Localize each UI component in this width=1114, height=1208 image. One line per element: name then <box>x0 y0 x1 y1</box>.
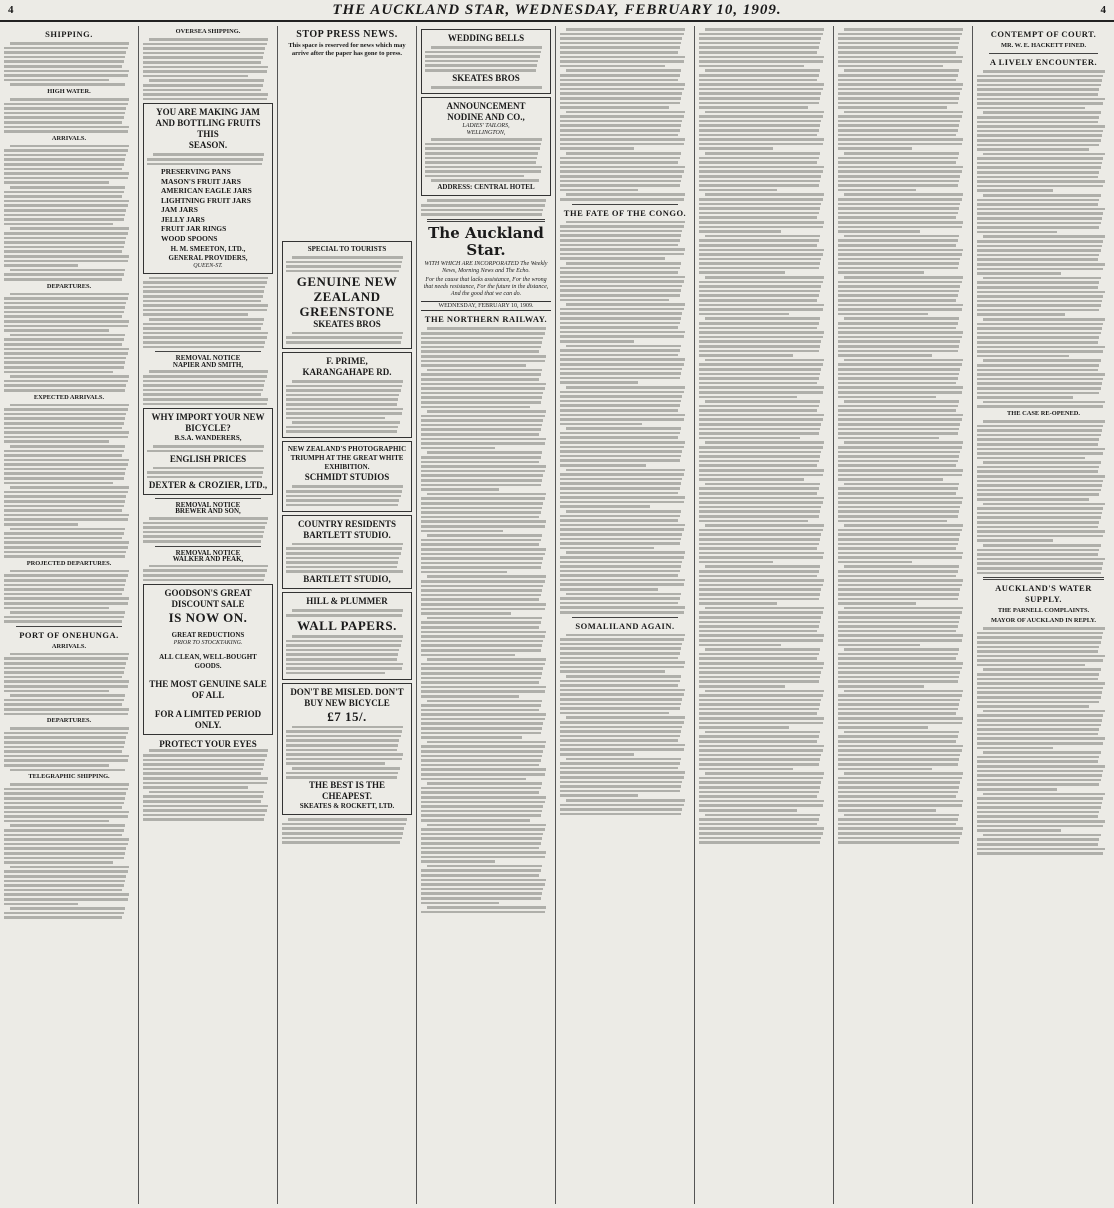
column-court <box>973 26 1114 1204</box>
section-heading-shipping: SHIPPING. <box>45 29 93 39</box>
illegible-text-block <box>286 332 408 344</box>
illegible-text-block <box>286 485 408 506</box>
column-editorial <box>417 26 556 1204</box>
ad-wedding: WEDDING BELLS SKEATES BROS <box>421 29 551 94</box>
column-news-3 <box>834 26 973 1204</box>
illegible-text-block <box>977 70 1110 408</box>
ad-bartlett: COUNTRY RESIDENTS BARTLETT STUDIO. BARTLETT STUDIO, <box>282 515 412 590</box>
column-news-2 <box>695 26 834 1204</box>
page-number-right: 4 <box>1100 4 1106 16</box>
illegible-text-block <box>425 86 547 89</box>
ad-bicycle-skeates: DON'T BE MISLED. DON'T BUY NEW BICYCLE £7 15/. THE BEST IS THE CHEAPEST. SKEATES & ROCKETT, LTD. <box>282 683 412 816</box>
illegible-text-block <box>4 783 134 919</box>
subheadline-mayor: MAYOR OF AUCKLAND IN REPLY. <box>990 617 1097 625</box>
illegible-text-block <box>838 28 968 844</box>
ad-prime: F. PRIME, KARANGAHAPE RD. <box>282 352 412 439</box>
ad-goodson: GOODSON'S GREAT DISCOUNT SALE IS NOW ON. GREAT REDUCTIONS PRIOR TO STOCKTAKING. ALL CLEAN, WELL-BOUGHT GOODS. THE MOST GENUINE SALE OF ALL FOR A LIMITED PERIOD ONLY. <box>143 584 273 735</box>
illegible-text-block <box>286 543 408 573</box>
illegible-text-block <box>699 28 829 844</box>
subheading-arrivals: ARRIVALS. <box>51 134 87 142</box>
masthead-title: THE AUCKLAND STAR, WEDNESDAY, FEBRUARY 10, 1909. <box>332 1 782 18</box>
masthead <box>0 0 1114 22</box>
illegible-text-block <box>4 145 134 281</box>
column-shipping <box>0 26 139 1204</box>
illegible-text-block <box>560 634 690 816</box>
list-item: PRESERVING PANS <box>161 167 231 177</box>
headline-northern-railway: THE NORTHERN RAILWAY. <box>424 314 548 325</box>
list-item: AMERICAN EAGLE JARS <box>161 186 252 196</box>
ad-protect-eyes: PROTECT YOUR EYES <box>159 738 257 749</box>
illegible-text-block <box>143 38 273 100</box>
paper-subtitle: WITH WHICH ARE INCORPORATED The Weekly News, Morning News and The Echo. <box>424 260 548 274</box>
paper-motto: For the cause that lacks assistance, For the wrong that needs resistance, For the future in the distance, And the good that we can do. <box>423 276 549 297</box>
ad-nodine: ANNOUNCEMENT NODINE AND CO., LADIES' TAILORS, WELLINGTON, ADDRESS: CENTRAL HOTEL <box>421 97 551 197</box>
illegible-text-block <box>425 46 547 72</box>
ad-bicycle: WHY IMPORT YOUR NEW BICYCLE? B.S.A. WANDERERS, ENGLISH PRICES DEXTER & CROZIER, LTD., <box>143 408 273 495</box>
headline-somaliland: SOMALILAND AGAIN. <box>575 620 675 631</box>
list-item: MASON'S FRUIT JARS <box>161 176 241 186</box>
removal-notice-3: REMOVAL NOTICE <box>175 548 241 557</box>
illegible-text-block <box>560 221 690 614</box>
subheading-oversea: OVERSEA SHIPPING. <box>175 28 241 35</box>
illegible-text-block <box>286 609 408 616</box>
removal-notice-1: REMOVAL NOTICE <box>175 354 241 363</box>
list-item: LIGHTNING FRUIT JARS <box>161 195 251 205</box>
illegible-text-block <box>421 327 551 913</box>
illegible-text-block <box>4 727 134 771</box>
ad-hill-plummer: HILL & PLUMMER WALL PAPERS. <box>282 592 412 679</box>
headline-lively: A LIVELY ENCOUNTER. <box>989 57 1098 67</box>
illegible-text-block <box>286 380 408 433</box>
paper-title: The Auckland Star. <box>428 223 544 259</box>
column-advertisements-1: OVERSEA SHIPPING. YOU ARE MAKING JAM AND BOTTLING FRUITS THIS SEASON. PRESERVING PANS MASON'S FRUIT JARS AMERICAN EAGLE JARS LIGHTNING FRUIT JARS JAM JARS JELLY JARS FRUIT JAR RINGS WOOD SPOONS H. M. SMEETON, LTD., GENERAL PROVIDERS, QUEEN-ST. REMOVAL NOTICE NAPIER AND SMITH, WHY IMPORT YOUR NEW BICYCLE? B.S.A. WANDERERS, ENGLISH PRICES DEXTER & CROZIER, LTD., REMOVAL NOTICE BREWER AND SON, REMOVAL NOTICE WALKER AND PEAK, GOODSON'S GREAT DISCOUNT SALE IS NOW ON. GREAT REDUCTIONS PRIOR TO STOCKTAKING. ALL CLEAN, WELL-BOUGHT GOODS. THE MOST GENUINE SALE OF ALL FOR A LIMITED PERIOD ONLY. PROTECT YOUR EYES <box>139 26 278 1204</box>
illegible-text-block <box>147 467 269 479</box>
illegible-text-block <box>4 653 134 715</box>
illegible-text-block <box>143 370 273 405</box>
list-item: FRUIT JAR RINGS <box>161 224 227 234</box>
illegible-text-block <box>143 565 273 581</box>
illegible-text-block <box>143 517 273 543</box>
illegible-text-block <box>147 153 269 165</box>
ad-smeeton: YOU ARE MAKING JAM AND BOTTLING FRUITS THIS SEASON. PRESERVING PANS MASON'S FRUIT JARS AMERICAN EAGLE JARS LIGHTNING FRUIT JARS JAM JARS JELLY JARS FRUIT JAR RINGS WOOD SPOONS H. M. SMEETON, LTD., GENERAL PROVIDERS, QUEEN-ST. <box>143 103 273 273</box>
ad-schmidt: NEW ZEALAND'S PHOTOGRAPHIC TRIUMPH AT THE GREAT WHITE EXHIBITION. SCHMIDT STUDIOS <box>282 441 412 511</box>
subheading-high-water: HIGH WATER. <box>47 87 91 95</box>
subheading-projected: PROJECTED DEPARTURES. <box>26 559 112 567</box>
illegible-text-block <box>286 635 408 674</box>
column-news-1 <box>556 26 695 1204</box>
column-advertisements-2 <box>278 26 417 1204</box>
headline-contempt: CONTEMPT OF COURT. <box>990 29 1097 39</box>
subheadline-hackett: MR. W. E. HACKETT FINED. <box>1000 42 1087 49</box>
illegible-text-block <box>4 404 134 558</box>
subheading-expected: EXPECTED ARRIVALS. <box>33 393 105 401</box>
dateline: WEDNESDAY, FEBRUARY 10, 1909. <box>421 301 551 312</box>
illegible-text-block <box>143 749 273 821</box>
section-heading-onehunga: PORT OF ONEHUNGA. <box>19 629 119 640</box>
illegible-text-block <box>4 293 134 392</box>
stop-press-heading: STOP PRESS NEWS. <box>296 29 398 40</box>
illegible-text-block <box>421 199 551 215</box>
list-item: JELLY JARS <box>161 214 205 224</box>
illegible-text-block <box>4 570 134 623</box>
subheading-telegraphic: TELEGRAPHIC SHIPPING. <box>28 773 110 781</box>
list-item: JAM JARS <box>161 205 198 215</box>
list-item: WOOD SPOONS <box>161 233 218 243</box>
subheading-onehunga-departures: DEPARTURES. <box>46 717 92 725</box>
subheadline-parnell: THE PARNELL COMPLAINTS. <box>997 607 1090 615</box>
removal-notice-2: REMOVAL NOTICE <box>175 500 241 509</box>
illegible-text-block <box>4 42 134 86</box>
ad-smeeton-list <box>147 167 269 243</box>
illegible-text-block <box>143 277 273 349</box>
illegible-text-block <box>425 138 547 182</box>
illegible-text-block <box>977 420 1110 574</box>
illegible-text-block <box>147 445 269 452</box>
headline-congo: THE FATE OF THE CONGO. <box>563 207 687 218</box>
illegible-text-block <box>4 98 134 133</box>
ad-greenstone: SPECIAL TO TOURISTS GENUINE NEW ZEALAND GREENSTONE SKEATES BROS <box>282 241 412 349</box>
subheading-onehunga-arrivals: ARRIVALS. <box>51 642 87 650</box>
page-number: 4 <box>8 4 14 16</box>
stop-press-note: This space is reserved for news which may arrive after the paper has gone to press. <box>288 42 406 57</box>
subheading-departures: DEPARTURES. <box>46 282 92 290</box>
illegible-text-block <box>286 726 408 779</box>
subheadline-case-reopened: THE CASE RE-OPENED. <box>1007 409 1080 417</box>
illegible-text-block <box>286 256 408 272</box>
headline-water-supply: AUCKLAND'S WATER SUPPLY. <box>995 583 1092 605</box>
illegible-text-block <box>282 818 412 844</box>
illegible-text-block <box>560 28 690 201</box>
illegible-text-block <box>977 627 1110 855</box>
